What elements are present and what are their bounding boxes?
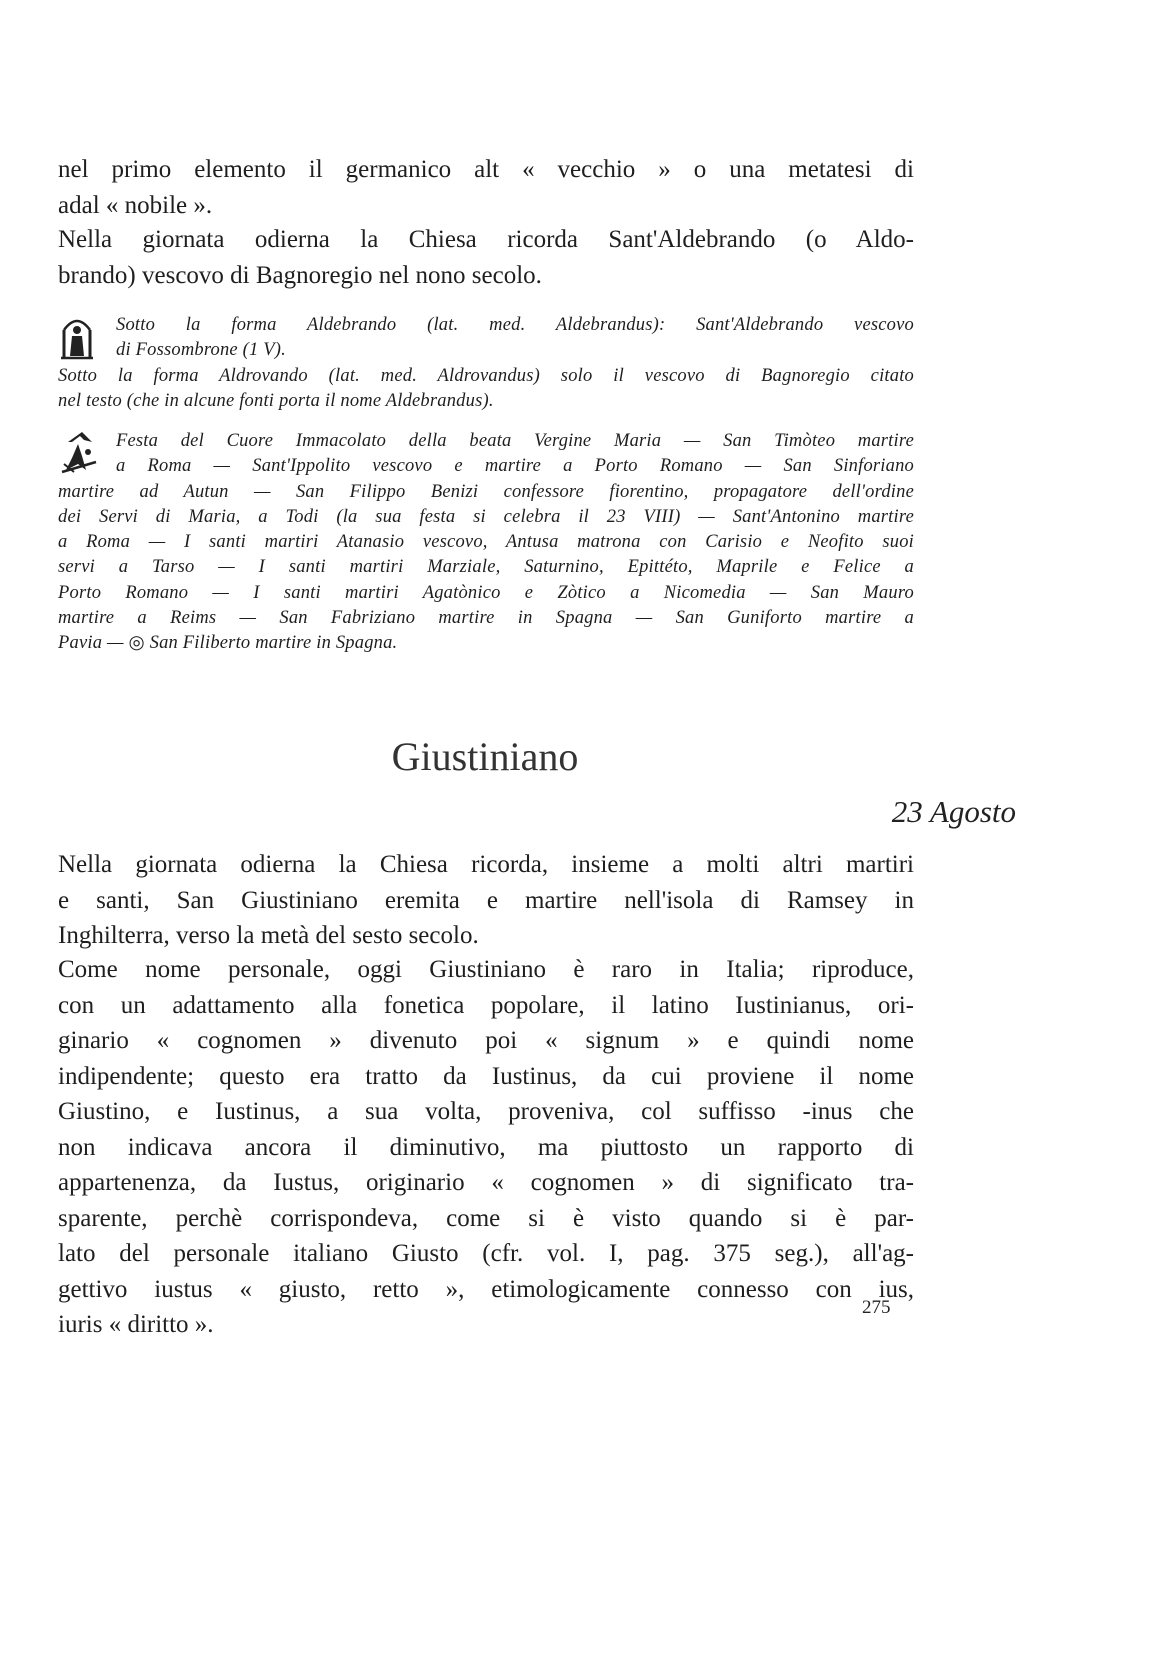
text-line: Nella giornata odierna la Chiesa ricorda, insieme a molti altri martiri xyxy=(58,851,914,878)
note-line: Festa del Cuore Immacolato della beata Vergine Maria — San Timòteo martire xyxy=(116,431,914,451)
text-line: con un adattamento alla fonetica popolare, il latino Iustinianus, ori- xyxy=(58,991,914,1019)
text-line: non indicava ancora il diminutivo, ma piuttosto un rapporto di xyxy=(58,1133,914,1161)
note-line: martire a Reims — San Fabriziano martire in Spagna — San Guniforto martire a xyxy=(58,608,914,629)
note-line: a Roma — Sant'Ippolito vescovo e martire a Porto Romano — San Sinforiano xyxy=(116,456,914,477)
text-line: adal « nobile ». xyxy=(58,191,213,219)
note-line: Sotto la forma Aldebrando (lat. med. Aldebrandus): Sant'Aldebrando vescovo xyxy=(116,315,914,335)
text-line: appartenenza, da Iustus, originario « cognomen » di significato tra- xyxy=(58,1169,914,1196)
entry-date: 23 Agosto xyxy=(891,794,1016,829)
note-line: servi a Tarso — I santi martiri Marziale, Saturnino, Epittéto, Maprile e Felice a xyxy=(58,557,914,578)
page-number: 275 xyxy=(862,1297,891,1318)
text-line: Nella giornata odierna la Chiesa ricorda Sant'Aldebrando (o Aldo- xyxy=(58,226,914,253)
top-paragraph xyxy=(58,152,914,223)
feasts-note xyxy=(58,429,914,657)
note-line: Pavia — ◎ San Filiberto martire in Spagna. xyxy=(58,633,398,654)
text-line: e santi, San Giustiniano eremita e martire nell'isola di Ramsey in xyxy=(58,886,914,914)
text-line: Inghilterra, verso la metà del sesto secolo. xyxy=(58,922,479,949)
text-line: lato del personale italiano Giusto (cfr. vol. I, pag. 375 seg.), all'ag- xyxy=(58,1240,914,1267)
entry-title: Giustiniano xyxy=(391,734,579,779)
text-line: brando) vescovo di Bagnoregio nel nono secolo. xyxy=(58,261,542,289)
note-line: martire ad Autun — San Filippo Benizi confessore fiorentino, propagatore dell'ordine xyxy=(58,481,914,502)
note-line: a Roma — I santi martiri Atanasio vescovo, Antusa matrona con Carisio e Neofito suoi xyxy=(58,532,914,553)
text-line: iuris « diritto ». xyxy=(58,1311,214,1338)
text-line: ginario « cognomen » divenuto poi « signum » e quindi nome xyxy=(58,1027,914,1054)
giustiniano-paragraph-2 xyxy=(58,952,914,1343)
note-line: Porto Romano — I santi martiri Agatònico e Zòtico a Nicomedia — San Mauro xyxy=(58,582,914,603)
note-line: Sotto la forma Aldrovando (lat. med. Aldrovandus) solo il vescovo di Bagnoregio citato xyxy=(58,365,914,386)
giustiniano-paragraph-1 xyxy=(58,847,914,954)
text-line: sparente, perchè corrispondeva, come si è visto quando si è par- xyxy=(58,1204,914,1232)
aldebrando-paragraph xyxy=(58,222,914,293)
text-line: gettivo iustus « giusto, retto », etimologicamente connesso con ius, xyxy=(58,1275,914,1303)
text-line: indipendente; questo era tratto da Iustinus, da cui proviene il nome xyxy=(58,1062,914,1090)
text-line: Come nome personale, oggi Giustiniano è raro in Italia; riproduce, xyxy=(58,956,914,983)
note-line: di Fossombrone (1 V). xyxy=(116,340,286,361)
note-line: nel testo (che in alcune fonti porta il nome Aldebrandus). xyxy=(58,390,494,411)
text-line: nel primo elemento il germanico alt « vecchio » o una metatesi di xyxy=(58,156,914,183)
name-forms-note xyxy=(58,313,914,414)
note-line: dei Servi di Maria, a Todi (la sua festa si celebra il 23 VIII) — Sant'Antonino martire xyxy=(58,506,914,527)
text-line: Giustino, e Iustinus, a sua volta, proveniva, col suffisso -inus che xyxy=(58,1098,914,1125)
